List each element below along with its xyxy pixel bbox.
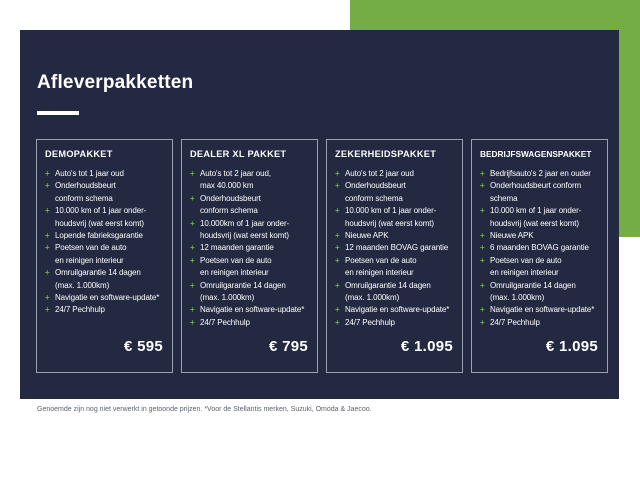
feature-item: + Nieuwe APK — [480, 230, 604, 242]
plus-bullet-icon: + — [335, 280, 340, 290]
plus-bullet-icon: + — [45, 169, 50, 178]
feature-item: + Auto's tot 2 jaar oud — [335, 168, 459, 180]
feature-item: + Auto's tot 1 jaar oud — [45, 168, 169, 180]
feature-item: + Omruilgarantie 14 dagen (max. 1.000km) — [45, 268, 141, 290]
plus-bullet-icon: + — [45, 268, 50, 278]
plus-bullet-icon: + — [480, 317, 485, 327]
feature-item: + 10.000 km of 1 jaar onder- houdsvrij (wat eerst komt) — [45, 206, 147, 228]
plus-bullet-icon: + — [480, 280, 485, 290]
card-title: DEALER XL PAKKET — [190, 149, 287, 159]
package-card-demopakket — [36, 139, 173, 373]
feature-item: + Poetsen van de auto en reinigen interieur — [190, 255, 272, 278]
card-title: BEDRIJFSWAGENSPAKKET — [480, 149, 592, 159]
plus-bullet-icon: + — [190, 255, 195, 265]
plus-bullet-icon: + — [335, 169, 340, 178]
plus-bullet-icon: + — [335, 181, 340, 191]
feature-item: + 10.000 km of 1 jaar onder- houdsvrij (wat eerst komt) — [480, 206, 582, 228]
plus-bullet-icon: + — [480, 169, 485, 178]
feature-item: + Omruilgarantie 14 dagen (max. 1.000km) — [335, 280, 431, 303]
package-card-bedrijfswagenspakket — [471, 139, 608, 373]
feature-item: + Navigatie en software-update* — [45, 292, 169, 304]
plus-bullet-icon: + — [480, 243, 485, 253]
page-title: Afleverpakketten — [37, 72, 194, 93]
feature-item: + Onderhoudsbeurt conform schema — [335, 181, 406, 203]
plus-bullet-icon: + — [190, 218, 195, 228]
plus-bullet-icon: + — [480, 181, 485, 191]
price: € 795 — [268, 338, 308, 355]
feature-item: + 6 maanden BOVAG garantie — [480, 242, 604, 254]
plus-bullet-icon: + — [480, 206, 485, 216]
plus-bullet-icon: + — [335, 243, 340, 253]
plus-bullet-icon: + — [45, 206, 50, 216]
plus-bullet-icon: + — [190, 243, 195, 253]
plus-bullet-icon: + — [335, 206, 340, 216]
feature-item: + Omruilgarantie 14 dagen (max. 1.000km) — [190, 280, 286, 303]
feature-list — [190, 168, 314, 329]
feature-list — [45, 168, 169, 317]
card-title: DEMOPAKKET — [45, 149, 113, 159]
plus-bullet-icon: + — [190, 193, 195, 203]
feature-item: + Lopende fabrieksgarantie — [45, 230, 169, 242]
feature-item: + Onderhoudsbeurt conform schema — [45, 181, 116, 203]
plus-bullet-icon: + — [190, 305, 195, 315]
plus-bullet-icon: + — [480, 255, 485, 265]
plus-bullet-icon: + — [480, 231, 485, 241]
feature-item: + Navigatie en software-update* — [335, 304, 459, 316]
plus-bullet-icon: + — [45, 181, 50, 191]
feature-item: + Nieuwe APK — [335, 230, 459, 242]
feature-item: + Onderhoudsbeurt conform schema — [190, 193, 261, 216]
feature-item: + 24/7 Pechhulp — [335, 317, 459, 329]
price: € 1.095 — [400, 338, 453, 355]
plus-bullet-icon: + — [45, 305, 50, 315]
plus-bullet-icon: + — [335, 231, 340, 241]
feature-item: + Omruilgarantie 14 dagen (max. 1.000km) — [480, 280, 576, 303]
feature-item: + Onderhoudsbeurt conform schema — [480, 181, 582, 203]
plus-bullet-icon: + — [45, 243, 50, 253]
price: € 595 — [123, 338, 163, 355]
package-card-zekerheidspakket — [326, 139, 463, 373]
plus-bullet-icon: + — [335, 255, 340, 265]
feature-item: + 24/7 Pechhulp — [45, 304, 169, 316]
feature-list — [480, 168, 604, 329]
feature-item: + Bedrijfsauto's 2 jaar en ouder — [480, 168, 604, 180]
price: € 1.095 — [545, 338, 598, 355]
feature-list — [335, 168, 459, 329]
feature-item: + 12 maanden garantie — [190, 242, 314, 254]
title-underline — [37, 111, 79, 115]
plus-bullet-icon: + — [45, 293, 50, 303]
plus-bullet-icon: + — [335, 317, 340, 327]
main-panel — [20, 30, 619, 399]
feature-item: + 12 maanden BOVAG garantie — [335, 242, 459, 254]
feature-item: + Navigatie en software-update* — [480, 304, 604, 316]
feature-item: + 24/7 Pechhulp — [190, 317, 314, 329]
plus-bullet-icon: + — [190, 317, 195, 327]
feature-item: + Poetsen van de auto en reinigen interieur — [335, 255, 417, 278]
plus-bullet-icon: + — [480, 305, 485, 315]
plus-bullet-icon: + — [190, 169, 195, 178]
package-card-dealer-xl — [181, 139, 318, 373]
feature-item: + 10.000 km of 1 jaar onder- houdsvrij (wat eerst komt) — [335, 206, 437, 228]
feature-item: + Poetsen van de auto en reinigen interieur — [45, 243, 127, 265]
feature-item: + Navigatie en software-update* — [190, 304, 314, 316]
feature-item: + Auto's tot 2 jaar oud, max 40.000 km — [190, 169, 271, 191]
feature-item: + Poetsen van de auto en reinigen interieur — [480, 255, 562, 278]
package-cards-row — [36, 139, 608, 373]
card-title: ZEKERHEIDSPAKKET — [335, 149, 437, 159]
feature-item: + 24/7 Pechhulp — [480, 317, 604, 329]
feature-item: + 10.000km of 1 jaar onder- houdsvrij (wat eerst komt) — [190, 218, 290, 241]
footnote: Genoemde zijn nog niet verwerkt in getoonde prijzen. *Voor de Stellantis merken, Suzuki, Omoda & Jaecoo. — [37, 406, 372, 413]
plus-bullet-icon: + — [45, 231, 50, 241]
plus-bullet-icon: + — [190, 280, 195, 290]
plus-bullet-icon: + — [335, 305, 340, 315]
